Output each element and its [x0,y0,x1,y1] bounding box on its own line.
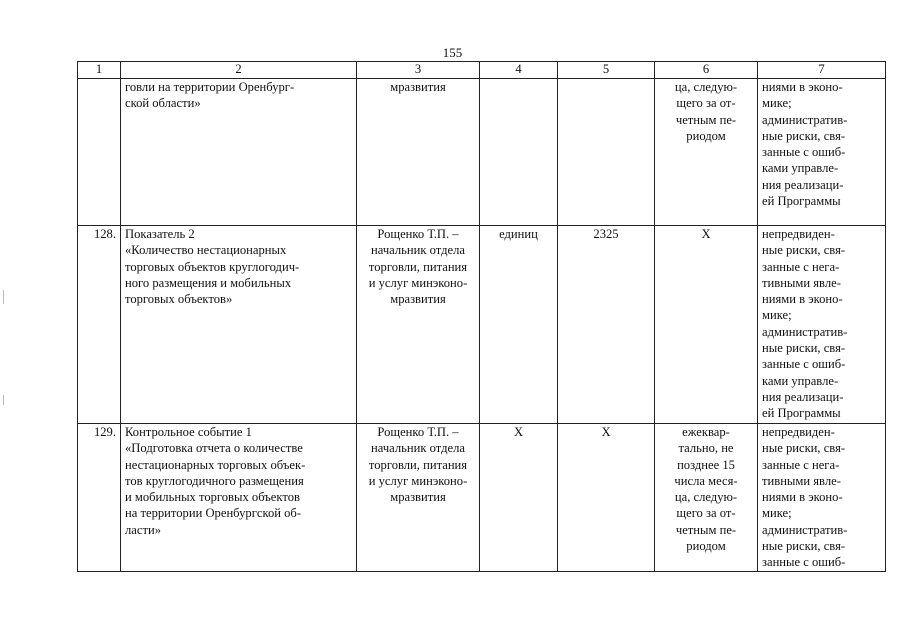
unit-cell [480,79,558,226]
scan-edge-mark [3,395,4,405]
cell-text-line: непредвиден- [762,425,835,439]
responsible-person-cell [357,424,480,572]
cell-text-line: мике; [762,96,792,111]
unit-cell: Х [480,424,558,572]
cell-text-line: ные риски, свя- [762,441,846,456]
column-header-2: 2 [121,62,357,79]
cell-text-line: ками управле- [762,161,839,176]
cell-text-line: ного размещения и мобильных [125,275,292,290]
table-row [78,424,886,572]
cell-text-line: мике; [762,506,792,521]
column-number-header-row [78,62,886,79]
column-header-6: 6 [655,62,758,79]
cell-text-line: начальник отдела [371,441,465,456]
table-row [78,226,886,424]
cell-text-line: щего за от- [676,96,736,111]
column-header-7: 7 [758,62,886,79]
cell-text-line: занные с ошиб- [762,555,846,570]
indicator-name-cell [121,424,357,572]
cell-text-line: «Количество нестационарных [125,243,287,258]
indicator-name-cell [121,79,357,226]
row-number-cell: 129. [78,424,121,572]
cell-text-line: ежеквар- [682,425,730,439]
cell-text-line: ласти» [125,522,162,537]
cell-text-line: тально, не [678,441,734,456]
cell-text-line: и услуг минэконо- [368,275,468,290]
cell-text-line: ниями в эконо- [762,292,843,307]
cell-text-line: занные с нега- [762,457,840,472]
cell-text-line: числа меся- [674,473,738,488]
deadline-cell [655,424,758,572]
column-header-5: 5 [558,62,655,79]
cell-text-line: ные риски, свя- [762,128,846,143]
cell-text-line: ца, следую- [674,490,738,505]
risks-cell [758,424,886,572]
indicator-name-cell [121,226,357,424]
cell-text-line: риодом [686,128,726,143]
column-header-3: 3 [357,62,480,79]
cell-text-line: ния реализаци- [762,177,844,192]
cell-text-line: ей Программы [762,194,841,209]
cell-text-line: Показатель 2 [125,227,195,241]
cell-text-line: торговых объектов круглогодич- [125,259,300,274]
cell-text-line: торговли, питания [368,259,468,274]
cell-text-line: начальник отдела [371,243,465,258]
value-cell: Х [558,424,655,572]
cell-text-line: четным пе- [675,112,737,127]
risks-cell [758,226,886,424]
deadline-cell [655,79,758,226]
cell-text-line: мразвития [390,80,446,94]
cell-text-line: риодом [686,539,726,554]
column-header-4: 4 [480,62,558,79]
cell-text-line: Рощенко Т.П. – [377,425,459,439]
page-number: 155 [442,45,463,60]
cell-text-line: мике; [762,308,792,323]
program-table [77,61,886,572]
cell-text-line: Контрольное событие 1 [125,425,252,439]
value-cell: 2325 [558,226,655,424]
cell-text-line: торговых объектов» [125,292,233,307]
cell-text-line: занные с ошиб- [762,145,846,160]
cell-text-line: ниями в эконо- [762,80,843,94]
cell-text-line: ской области» [125,96,201,111]
cell-text-line: четным пе- [675,522,737,537]
row-number-cell: 128. [78,226,121,424]
cell-text-line: на территории Оренбургской об- [125,506,302,521]
cell-text-line: мразвития [390,490,446,505]
cell-text-line: Рощенко Т.П. – [377,227,459,241]
cell-text-line: ниями в эконо- [762,490,843,505]
cell-text-line: нестационарных торговых объек- [125,457,306,472]
cell-text-line: ные риски, свя- [762,539,846,554]
responsible-person-cell [357,226,480,424]
cell-text-line: и мобильных торговых объектов [125,490,300,505]
scan-edge-mark [3,290,4,304]
cell-text-line: позднее 15 [677,457,735,472]
cell-text-line: ния реализаци- [762,389,844,404]
cell-text-line: говли на территории Оренбург- [125,80,295,94]
cell-text-line: тов круглогодичного размещения [125,473,304,488]
cell-text-line: торговли, питания [368,457,468,472]
cell-text-line: непредвиден- [762,227,835,241]
cell-text-line: мразвития [390,292,446,307]
deadline-cell [655,226,758,424]
cell-text-line: административ- [762,324,848,339]
column-header-1: 1 [78,62,121,79]
table-row [78,79,886,226]
responsible-person-cell [357,79,480,226]
cell-text-line: занные с нега- [762,259,840,274]
cell-text-line: ками управле- [762,373,839,388]
cell-text-line: и услуг минэконо- [368,473,468,488]
cell-text-line: «Подготовка отчета о количестве [125,441,303,456]
risks-cell [758,79,886,226]
row-number-cell [78,79,121,226]
cell-text-line: ные риски, свя- [762,243,846,258]
cell-text-line: административ- [762,522,848,537]
cell-text-line: ные риски, свя- [762,341,846,356]
cell-text-line: щего за от- [676,506,736,521]
unit-cell: единиц [480,226,558,424]
cell-text-line: занные с ошиб- [762,357,846,372]
cell-text-line: тивными явле- [762,275,841,290]
cell-text-line: тивными явле- [762,473,841,488]
value-cell [558,79,655,226]
cell-text-line: Х [701,227,711,241]
cell-text-line: административ- [762,112,848,127]
cell-text-line: ца, следую- [674,80,738,94]
cell-text-line: ей Программы [762,406,841,421]
